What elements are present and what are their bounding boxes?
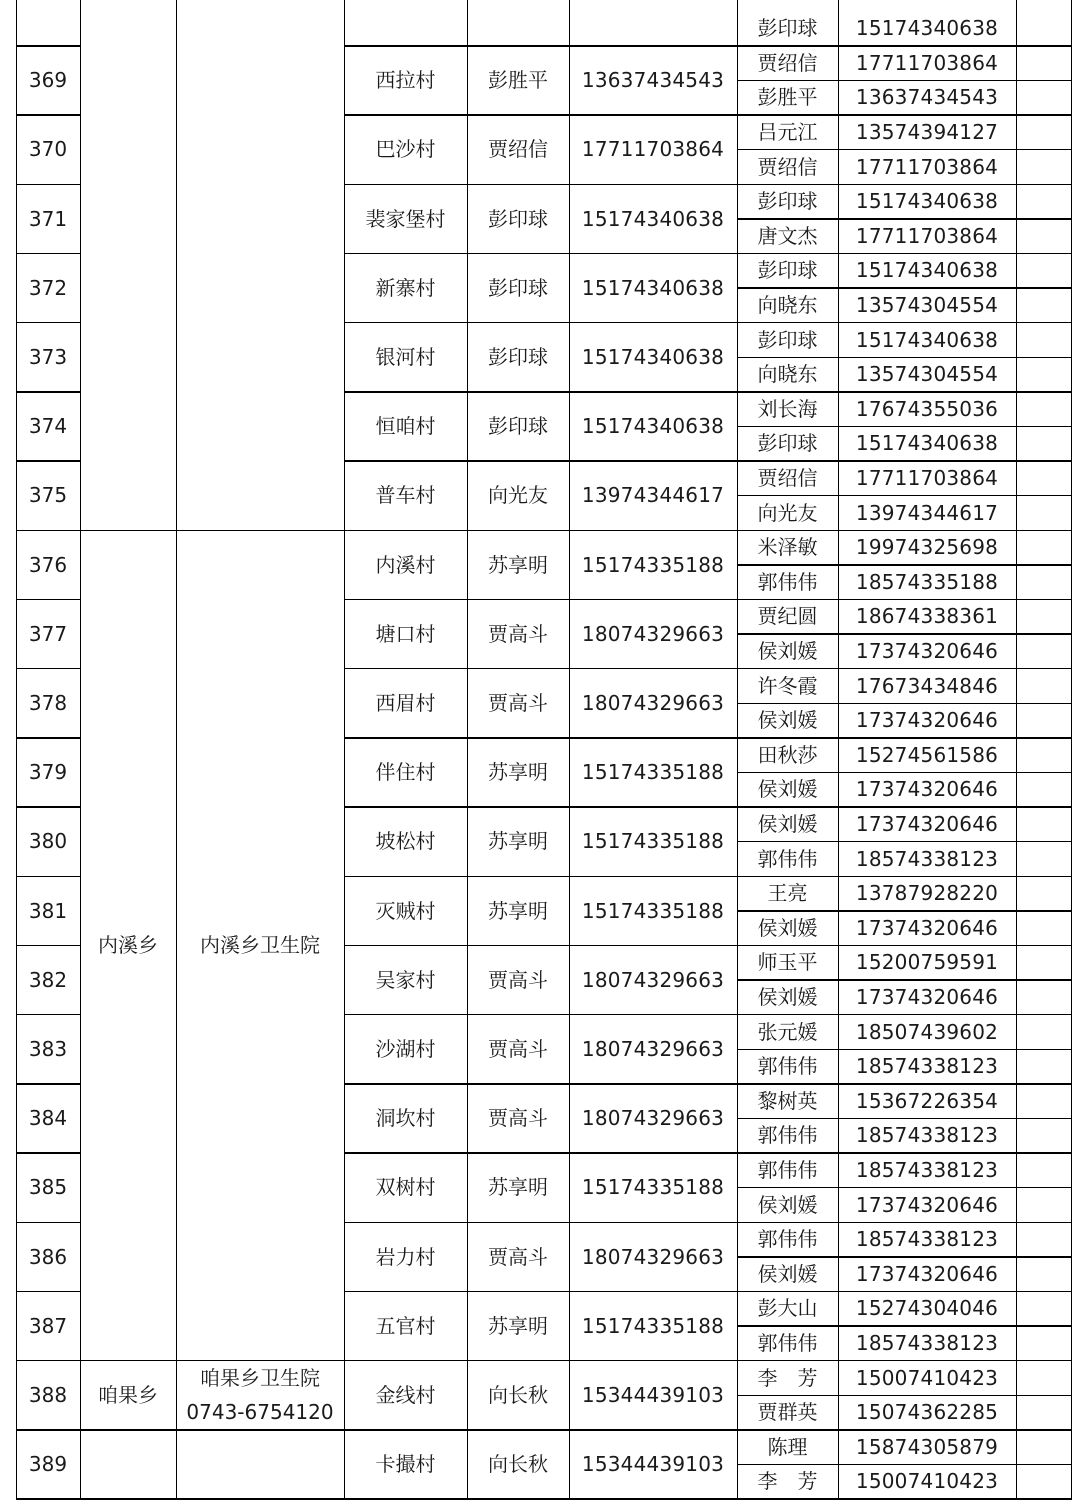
- village-leader: 贾高斗: [488, 690, 548, 715]
- village-name: 西眉村: [375, 690, 436, 715]
- contact-name: 李 芳: [757, 1365, 818, 1390]
- row-number: 370: [28, 137, 68, 162]
- grid-line: [737, 1464, 1071, 1466]
- contact-phone: 17711703864: [855, 154, 999, 179]
- grid-line: [80, 1360, 344, 1362]
- contact-name: 许冬霞: [757, 673, 818, 698]
- leader-phone: 18074329663: [581, 967, 725, 992]
- village-leader: 向长秋: [488, 1452, 548, 1477]
- contact-name: 向晓东: [757, 362, 818, 387]
- leader-phone: 15174335188: [581, 1175, 725, 1200]
- hospital-cell: [176, 1360, 344, 1429]
- contact-phone: 17711703864: [855, 223, 999, 248]
- contact-name: 师玉平: [757, 950, 818, 975]
- village-name: 西拉村: [375, 68, 436, 93]
- row-number: 384: [28, 1106, 68, 1131]
- contact-phone: 15174340638: [855, 431, 999, 456]
- leader-phone: 13637434543: [581, 68, 725, 93]
- grid-line: [737, 1049, 1071, 1051]
- contact-name: 侯刘媛: [757, 915, 818, 940]
- row-number: 386: [28, 1244, 68, 1269]
- grid-line: [737, 1395, 1071, 1397]
- hospital-name: 内溪乡卫生院: [200, 933, 320, 958]
- row-number: 383: [28, 1036, 68, 1061]
- contact-phone: 17374320646: [855, 639, 999, 664]
- village-leader: 彭印球: [488, 275, 548, 300]
- grid-line: [737, 1187, 1071, 1189]
- contact-phone: 17674355036: [855, 396, 999, 421]
- village-name: 金线村: [375, 1382, 436, 1407]
- row-number: 387: [28, 1313, 68, 1338]
- village-name: 巴沙村: [375, 137, 436, 162]
- township-cell: 内溪乡: [98, 933, 158, 958]
- leader-phone: 18074329663: [581, 1244, 725, 1269]
- leader-phone: 17711703864: [581, 137, 725, 162]
- contact-phone: 13637434543: [855, 85, 999, 110]
- contact-phone: 15174340638: [855, 327, 999, 352]
- leader-phone: 18074329663: [581, 1106, 725, 1131]
- grid-line: [737, 841, 1071, 843]
- grid-line: [737, 564, 1071, 566]
- contact-phone: 17673434846: [855, 673, 999, 698]
- contact-phone: 18574338123: [855, 1158, 999, 1183]
- contact-phone: 17374320646: [855, 915, 999, 940]
- contact-phone: 18574338123: [855, 1227, 999, 1252]
- leader-phone: 13974344617: [581, 483, 725, 508]
- contact-phone: 17374320646: [855, 1192, 999, 1217]
- contact-phone: 17374320646: [855, 708, 999, 733]
- leader-phone: 15174335188: [581, 898, 725, 923]
- leader-phone: 15174340638: [581, 344, 725, 369]
- village-name: 沙湖村: [375, 1036, 436, 1061]
- village-name: 灭贼村: [375, 898, 436, 923]
- grid-line: [16, 1498, 1072, 1500]
- contact-phone: 18574338123: [855, 1123, 999, 1148]
- village-leader: 贾高斗: [488, 1036, 548, 1061]
- contact-name: 向光友: [757, 500, 818, 525]
- contact-name: 侯刘媛: [757, 812, 818, 837]
- contact-phone: 17711703864: [855, 466, 999, 491]
- row-number: 379: [28, 760, 68, 785]
- contact-phone: 13574304554: [855, 293, 999, 318]
- village-name: 五官村: [375, 1313, 436, 1338]
- village-name: 恒咱村: [375, 414, 436, 439]
- contact-name: 田秋莎: [757, 742, 818, 767]
- village-leader: 彭印球: [488, 344, 548, 369]
- village-name: 新寨村: [375, 275, 436, 300]
- contact-phone: 18507439602: [855, 1019, 999, 1044]
- grid-line: [737, 703, 1071, 705]
- village-name: 内溪村: [375, 552, 436, 577]
- contact-name: 贾绍信: [757, 50, 818, 75]
- village-leader: 贾高斗: [488, 621, 548, 646]
- contact-phone: 15367226354: [855, 1088, 999, 1113]
- contact-name: 侯刘媛: [757, 708, 818, 733]
- grid-line: [569, 0, 571, 1499]
- village-leader: 贾高斗: [488, 967, 548, 992]
- contact-name: 刘长海: [757, 396, 818, 421]
- leader-phone: 18074329663: [581, 621, 725, 646]
- contact-phone: 17374320646: [855, 985, 999, 1010]
- row-number: 378: [28, 690, 68, 715]
- village-leader: 彭胜平: [488, 68, 548, 93]
- leader-phone: 15174340638: [581, 414, 725, 439]
- contact-phone: 15007410423: [855, 1365, 999, 1390]
- contact-name: 陈理: [767, 1434, 808, 1459]
- grid-line: [737, 1325, 1071, 1327]
- contact-name: 贾群英: [757, 1400, 818, 1425]
- grid-line: [737, 979, 1071, 981]
- row-number: 374: [28, 414, 68, 439]
- contact-phone: 17374320646: [855, 812, 999, 837]
- contact-name: 郭伟伟: [757, 569, 818, 594]
- contact-name: 米泽敏: [757, 535, 818, 560]
- contact-phone: 13974344617: [855, 500, 999, 525]
- village-name: 洞坎村: [375, 1106, 436, 1131]
- grid-line: [176, 0, 178, 1499]
- grid-line: [80, 0, 82, 1499]
- leader-phone: 18074329663: [581, 690, 725, 715]
- contact-name: 侯刘媛: [757, 985, 818, 1010]
- village-leader: 苏享明: [488, 552, 548, 577]
- hospital-cell: [176, 530, 344, 1360]
- row-number: 389: [28, 1452, 68, 1477]
- contact-phone: 15174340638: [855, 258, 999, 283]
- grid-line: [344, 0, 346, 1499]
- contact-phone: 18574338123: [855, 846, 999, 871]
- row-number: 369: [28, 68, 68, 93]
- village-name: 双树村: [375, 1175, 436, 1200]
- contact-phone: 15174340638: [855, 189, 999, 214]
- contact-phone: 17711703864: [855, 50, 999, 75]
- row-number: 385: [28, 1175, 68, 1200]
- leader-phone: 15174335188: [581, 1313, 725, 1338]
- village-name: 伴住村: [375, 760, 436, 785]
- village-name: 裴家堡村: [365, 206, 446, 231]
- contact-phone: 13574304554: [855, 362, 999, 387]
- village-name: 银河村: [375, 344, 436, 369]
- contact-phone: 18574338123: [855, 1054, 999, 1079]
- contact-name: 彭印球: [757, 258, 818, 283]
- contact-phone: 17374320646: [855, 777, 999, 802]
- contact-name: 侯刘媛: [757, 639, 818, 664]
- village-name: 塘口村: [375, 621, 436, 646]
- contact-phone: 15074362285: [855, 1400, 999, 1425]
- contact-name: 郭伟伟: [757, 1331, 818, 1356]
- grid-line: [1016, 0, 1018, 1499]
- grid-line: [80, 1429, 344, 1431]
- grid-line: [467, 0, 469, 1499]
- contact-name: 黎树英: [757, 1088, 818, 1113]
- leader-phone: 15174335188: [581, 552, 725, 577]
- village-leader: 向长秋: [488, 1382, 548, 1407]
- grid-line: [1071, 0, 1073, 1499]
- village-name: 卡撮村: [375, 1452, 436, 1477]
- row-number: 382: [28, 967, 68, 992]
- contact-name: 彭印球: [757, 189, 818, 214]
- row-number: 376: [28, 552, 68, 577]
- village-name: 吴家村: [375, 967, 436, 992]
- village-leader: 贾高斗: [488, 1244, 548, 1269]
- grid-line: [737, 633, 1071, 635]
- grid-line: [737, 149, 1071, 151]
- leader-phone: 15174335188: [581, 760, 725, 785]
- contact-name: 彭胜平: [757, 85, 818, 110]
- contact-name: 彭印球: [757, 16, 818, 41]
- grid-line: [737, 1256, 1071, 1258]
- grid-line: [737, 218, 1071, 220]
- contact-phone: 15274561586: [855, 742, 999, 767]
- village-name: 坡松村: [375, 829, 436, 854]
- leader-phone: 15174335188: [581, 829, 725, 854]
- village-leader: 贾绍信: [488, 137, 548, 162]
- leader-phone: 15344439103: [581, 1452, 725, 1477]
- contact-name: 彭印球: [757, 327, 818, 352]
- contact-name: 李 芳: [757, 1469, 818, 1494]
- contact-name: 郭伟伟: [757, 1054, 818, 1079]
- village-leader: 苏享明: [488, 898, 548, 923]
- contact-phone: 18574338123: [855, 1331, 999, 1356]
- contact-name: 侯刘媛: [757, 1261, 818, 1286]
- row-number: 372: [28, 275, 68, 300]
- contact-name: 郭伟伟: [757, 846, 818, 871]
- village-leader: 苏享明: [488, 1175, 548, 1200]
- contact-phone: 17374320646: [855, 1261, 999, 1286]
- grid-line: [737, 357, 1071, 359]
- grid-line: [80, 530, 344, 532]
- grid-line: [737, 495, 1071, 497]
- contact-phone: 15200759591: [855, 950, 999, 975]
- row-number: 381: [28, 898, 68, 923]
- grid-line: [737, 80, 1071, 82]
- grid-line: [737, 1118, 1071, 1120]
- village-leader: 苏享明: [488, 1313, 548, 1338]
- row-number: 371: [28, 206, 68, 231]
- contact-name: 郭伟伟: [757, 1123, 818, 1148]
- village-leader: 彭印球: [488, 206, 548, 231]
- row-number: 388: [28, 1382, 68, 1407]
- contact-name: 贾绍信: [757, 466, 818, 491]
- contact-name: 彭大山: [757, 1296, 818, 1321]
- contact-name: 向晓东: [757, 293, 818, 318]
- township-cell: 咱果乡: [98, 1382, 158, 1407]
- contact-phone: 13787928220: [855, 881, 999, 906]
- grid-line: [737, 287, 1071, 289]
- contact-name: 彭印球: [757, 431, 818, 456]
- contact-phone: 18574335188: [855, 569, 999, 594]
- contact-name: 王亮: [767, 881, 808, 906]
- leader-phone: 15174340638: [581, 206, 725, 231]
- contact-phone: 13574394127: [855, 120, 999, 145]
- hospital-phone: 0743-6754120: [186, 1399, 334, 1424]
- contact-name: 郭伟伟: [757, 1227, 818, 1252]
- village-leader: 彭印球: [488, 414, 548, 439]
- contact-name: 吕元江: [757, 120, 818, 145]
- village-leader: 苏享明: [488, 760, 548, 785]
- contact-name: 贾纪圆: [757, 604, 818, 629]
- grid-line: [737, 910, 1071, 912]
- contact-phone: 15874305879: [855, 1434, 999, 1459]
- contact-name: 侯刘媛: [757, 1192, 818, 1217]
- village-name: 普车村: [375, 483, 436, 508]
- grid-line: [16, 0, 18, 1499]
- contact-phone: 15007410423: [855, 1469, 999, 1494]
- contact-phone: 19974325698: [855, 535, 999, 560]
- hospital-name: 咱果乡卫生院: [200, 1365, 320, 1390]
- village-name: 岩力村: [375, 1244, 436, 1269]
- grid-line: [737, 0, 739, 1499]
- row-number: 377: [28, 621, 68, 646]
- row-number: 375: [28, 483, 68, 508]
- grid-line: [838, 0, 840, 1499]
- contact-name: 侯刘媛: [757, 777, 818, 802]
- contact-phone: 18674338361: [855, 604, 999, 629]
- row-number: 373: [28, 344, 68, 369]
- grid-line: [737, 772, 1071, 774]
- contact-phone: 15274304046: [855, 1296, 999, 1321]
- grid-line: [737, 426, 1071, 428]
- village-leader: 向光友: [488, 483, 548, 508]
- contact-phone: 15174340638: [855, 16, 999, 41]
- leader-phone: 15174340638: [581, 275, 725, 300]
- village-leader: 贾高斗: [488, 1106, 548, 1131]
- contact-name: 郭伟伟: [757, 1158, 818, 1183]
- leader-phone: 18074329663: [581, 1036, 725, 1061]
- contact-name: 唐文杰: [757, 223, 818, 248]
- row-number: 380: [28, 829, 68, 854]
- village-leader: 苏享明: [488, 829, 548, 854]
- contact-name: 张元媛: [757, 1019, 818, 1044]
- contact-name: 贾绍信: [757, 154, 818, 179]
- leader-phone: 15344439103: [581, 1382, 725, 1407]
